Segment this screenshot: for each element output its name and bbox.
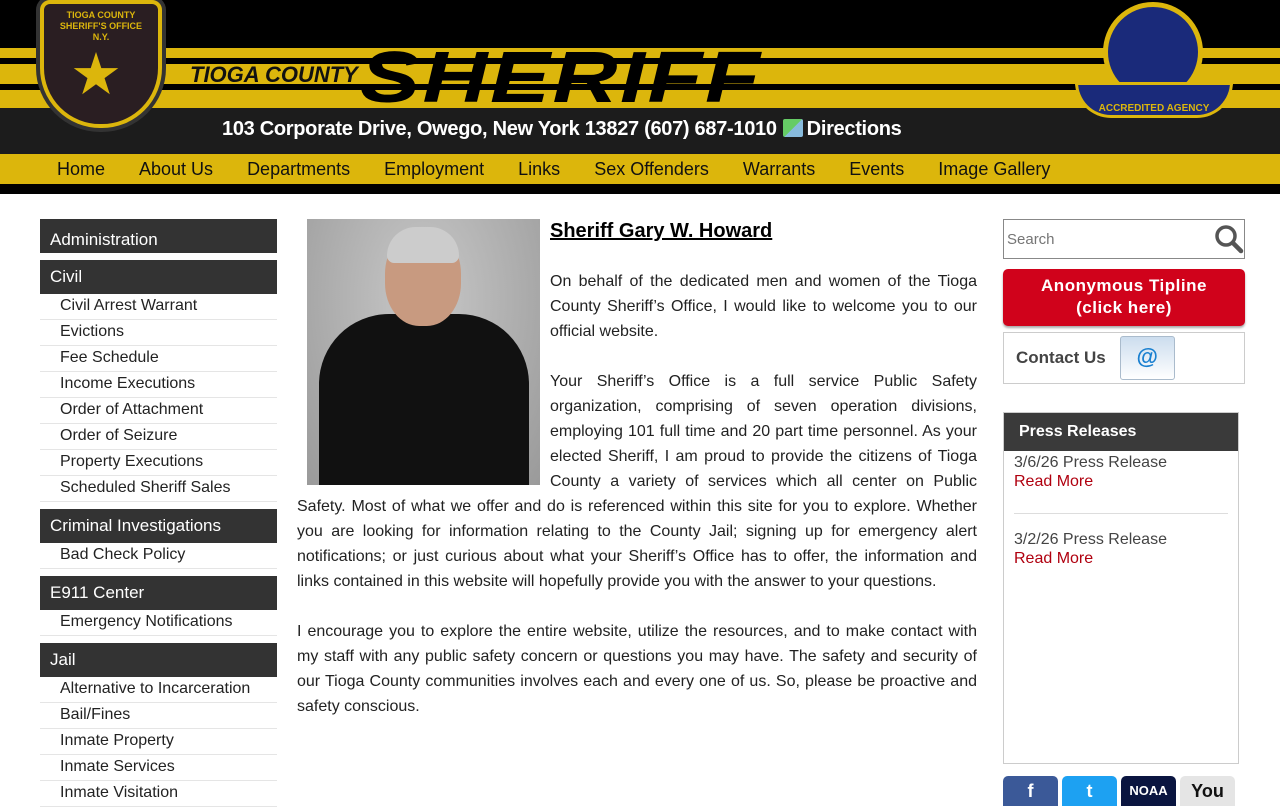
- main-content: [297, 219, 977, 744]
- sidebar-item[interactable]: Civil Arrest Warrant: [40, 294, 277, 320]
- sidebar-item[interactable]: Emergency Notifications: [40, 610, 277, 636]
- sheriff-text: SHERIFF: [360, 38, 763, 118]
- nav-sex-offenders[interactable]: Sex Offenders: [594, 159, 709, 179]
- tioga-county-text: TIOGA COUNTY: [190, 62, 358, 87]
- sidebar-section-civil[interactable]: Civil: [40, 260, 277, 294]
- contact-us-button[interactable]: Contact Us @: [1003, 332, 1245, 384]
- sidebar-section-criminal-investigations[interactable]: Criminal Investigations: [40, 509, 277, 543]
- read-more-link[interactable]: Read More: [1014, 473, 1094, 490]
- paragraph: I encourage you to explore the entire website, utilize the resources, and to make contact with my staff with any public safety concern or questions you may have. The safety and security of our Tioga County communities involves each and every one of us. So, please be proactive and safety conscious.: [297, 623, 977, 715]
- facebook-icon[interactable]: f: [1003, 776, 1058, 806]
- sidebar-item[interactable]: Order of Attachment: [40, 398, 277, 424]
- sidebar-section-jail[interactable]: Jail: [40, 643, 277, 677]
- nav-warrants[interactable]: Warrants: [742, 159, 816, 179]
- sidebar-item[interactable]: Evictions: [40, 320, 277, 346]
- paragraph: Your Sheriff’s Office is a full service Public Safety organization, comprising of seven operation divisions, employing 101 full time and 20 part time personnel. As your elected Sheriff, I am proud to provide the citizens of Tioga County a variety of services which all center on Public Safety. Most of what we offer and do is referenced within this site for you to explore. Whether you are looking for information relating to the County Jail; signing up for emergency alert notifications; or just curious about what your Sheriff’s Office has to offer, the information and links contained in this website will hopefully provide you with the answer to your questions.: [297, 373, 977, 590]
- map-icon[interactable]: [783, 119, 803, 137]
- sidebar: [40, 219, 277, 807]
- page-title: Sheriff Gary W. Howard: [550, 220, 773, 242]
- address-text: 103 Corporate Drive, Owego, New York 13827 (607) 687-1010: [222, 118, 777, 140]
- directions-link[interactable]: Directions: [806, 118, 902, 140]
- sidebar-item[interactable]: Income Executions: [40, 372, 277, 398]
- sidebar-item[interactable]: Inmate Visitation: [40, 781, 277, 807]
- nav-about-us[interactable]: About Us: [139, 159, 214, 179]
- nav-home[interactable]: Home: [57, 159, 106, 179]
- sidebar-item[interactable]: Inmate Services: [40, 755, 277, 781]
- sidebar-item[interactable]: Alternative to Incarceration: [40, 677, 277, 703]
- youtube-icon[interactable]: You: [1180, 776, 1235, 806]
- sidebar-item[interactable]: Bad Check Policy: [40, 543, 277, 569]
- nav-employment[interactable]: Employment: [384, 159, 485, 179]
- sidebar-section-e911-center[interactable]: E911 Center: [40, 576, 277, 610]
- noaa-weather-icon[interactable]: NOAA: [1121, 776, 1176, 806]
- social-links: [1003, 776, 1235, 806]
- sidebar-item[interactable]: Inmate Property: [40, 729, 277, 755]
- press-releases-panel: [1003, 412, 1239, 764]
- sidebar-section-administration[interactable]: Administration: [40, 219, 277, 253]
- star-icon: ★: [70, 42, 122, 107]
- read-more-link[interactable]: Read More: [1014, 550, 1094, 567]
- sidebar-item[interactable]: Scheduled Sheriff Sales: [40, 476, 277, 502]
- accreditation-seal: [1075, 2, 1233, 124]
- sidebar-item[interactable]: Bail/Fines: [40, 703, 277, 729]
- address: [222, 118, 901, 141]
- accredited-agency-ribbon: ACCREDITED AGENCY: [1075, 82, 1233, 118]
- search-input[interactable]: [1007, 231, 1197, 248]
- sidebar-item[interactable]: Order of Seizure: [40, 424, 277, 450]
- main-nav: [0, 154, 1280, 184]
- twitter-icon[interactable]: t: [1062, 776, 1117, 806]
- badge-text: TIOGA COUNTY SHERIFF'S OFFICE N.Y.: [59, 10, 143, 42]
- paragraph: On behalf of the dedicated men and women of the Tioga County Sheriff’s Office, I would like to welcome you to our official website.: [550, 273, 977, 340]
- search-box: [1003, 219, 1245, 259]
- search-icon[interactable]: [1214, 224, 1244, 254]
- nav-departments[interactable]: Departments: [247, 159, 351, 179]
- sheriff-badge-logo[interactable]: [40, 0, 162, 128]
- site-header: [0, 0, 1280, 194]
- nav-image-gallery[interactable]: Image Gallery: [938, 159, 1051, 179]
- press-item: 3/2/26 Press Release Read More: [1004, 514, 1238, 568]
- nav-events[interactable]: Events: [849, 159, 905, 179]
- press-item: 3/6/26 Press Release Read More: [1014, 451, 1228, 514]
- anonymous-tipline-button[interactable]: Anonymous Tipline (click here): [1003, 269, 1245, 326]
- press-releases-title: Press Releases: [1004, 413, 1238, 451]
- sidebar-item[interactable]: Fee Schedule: [40, 346, 277, 372]
- phone-email-icon: @: [1120, 336, 1175, 380]
- sidebar-item[interactable]: Property Executions: [40, 450, 277, 476]
- right-column: [1003, 219, 1245, 764]
- nav-links[interactable]: Links: [518, 159, 561, 179]
